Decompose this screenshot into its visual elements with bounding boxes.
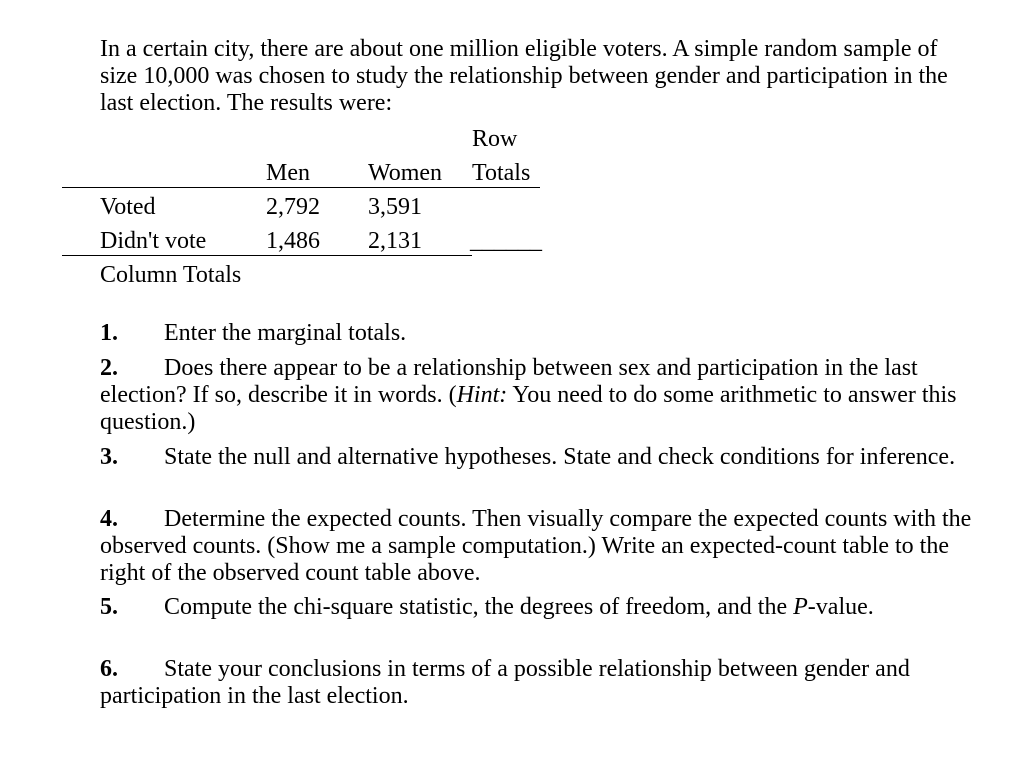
header-underline — [62, 187, 540, 188]
row-total-blank: ______ — [470, 228, 542, 254]
question-2 — [100, 355, 980, 436]
body-underline — [62, 255, 472, 256]
column-header-men: Men — [266, 160, 310, 186]
question-text: Determine the expected counts. Then visually compare the expected counts with the observed counts. (Show me a sample computation.) Write an expected-count table to the right of the observed count table above. — [100, 506, 972, 586]
question-text: Compute the chi-square statistic, the degrees of freedom, and the — [164, 594, 794, 620]
hint-label: Hint: — [456, 382, 508, 408]
question-text: State the null and alternative hypotheses. State and check conditions for inference. — [164, 444, 956, 470]
row-totals-header-line1: Row — [472, 126, 518, 152]
question-6 — [100, 656, 980, 710]
question-number: 5. — [100, 594, 118, 620]
question-text-after: -value. — [807, 594, 874, 620]
question-4 — [100, 506, 980, 587]
column-totals-label: Column Totals — [100, 262, 242, 288]
question-text: Does there appear to be a relationship between sex and participation in the last election? If so, describe it in words. ( — [100, 355, 918, 408]
question-1 — [100, 320, 980, 347]
question-3 — [100, 444, 980, 471]
row-label-didnt-vote: Didn't vote — [100, 228, 207, 254]
cell-voted-women: 3,591 — [368, 194, 422, 220]
row-label-voted: Voted — [100, 194, 156, 220]
cell-voted-men: 2,792 — [266, 194, 320, 220]
question-5 — [100, 594, 980, 621]
question-text-after: You need to do some arithmetic to answer this question.) — [100, 382, 957, 435]
intro-paragraph: In a certain city, there are about one million eligible voters. A simple random sample of size 10,000 was chosen to study the relationship between gender and participation in the last election. The results were: — [100, 36, 948, 116]
cell-didnt-vote-women: 2,131 — [368, 228, 422, 254]
cell-didnt-vote-men: 1,486 — [266, 228, 320, 254]
question-number: 2. — [100, 355, 118, 381]
question-text: Enter the marginal totals. — [164, 320, 407, 346]
question-text: State your conclusions in terms of a possible relationship between gender and participation in the last election. — [100, 656, 910, 709]
question-number: 6. — [100, 656, 118, 682]
p-symbol: P — [793, 594, 808, 620]
question-number: 1. — [100, 320, 118, 346]
question-number: 3. — [100, 444, 118, 470]
question-number: 4. — [100, 506, 118, 532]
row-totals-header-line2: Totals — [472, 160, 531, 186]
column-header-women: Women — [368, 160, 443, 186]
